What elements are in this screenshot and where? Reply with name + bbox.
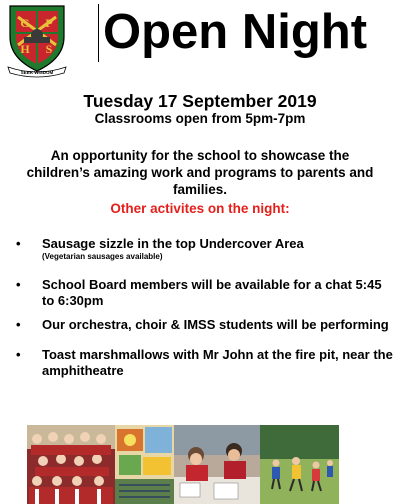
list-item-note: (Vegetarian sausages available) — [42, 252, 163, 261]
choir-photo — [27, 425, 115, 504]
artwork-photo — [115, 425, 174, 504]
crest-letter: P — [45, 16, 53, 30]
crest-letter: S — [45, 42, 53, 56]
list-item-text: Our orchestra, choir & IMSS students will be performing — [42, 317, 389, 332]
event-times: Classrooms open from 5pm-7pm — [94, 111, 306, 126]
title-divider — [98, 4, 99, 62]
bullet-marker: • — [16, 347, 21, 362]
crest-letter: H — [20, 42, 30, 56]
list-item-text: Sausage sizzle in the top Undercover Area — [42, 236, 304, 251]
bullet-marker: • — [16, 317, 21, 332]
list-item — [42, 317, 398, 333]
crest-motto: SEEK WISDOM — [20, 70, 54, 75]
school-crest-logo — [4, 3, 70, 79]
classroom-photo — [174, 425, 260, 504]
list-item — [42, 236, 398, 262]
bullet-marker: • — [16, 277, 21, 292]
list-item — [42, 277, 390, 309]
bullet-marker: • — [16, 236, 21, 251]
list-item — [42, 347, 394, 379]
page-title: Open Night — [103, 5, 368, 59]
sports-photo — [260, 425, 339, 504]
list-item-text: Toast marshmallows with Mr John at the fire pit, near the amphitheatre — [42, 347, 393, 378]
activities-heading: Other activites on the night: — [110, 201, 290, 216]
event-date: Tuesday 17 September 2019 — [83, 91, 317, 111]
list-item-text: School Board members will be available for a chat 5:45 to 6:30pm — [42, 277, 382, 308]
crest-letter: G — [20, 16, 30, 30]
intro-paragraph: An opportunity for the school to showcase the children’s amazing work and programs to parents and families. — [26, 148, 374, 197]
photo-strip — [27, 425, 339, 504]
